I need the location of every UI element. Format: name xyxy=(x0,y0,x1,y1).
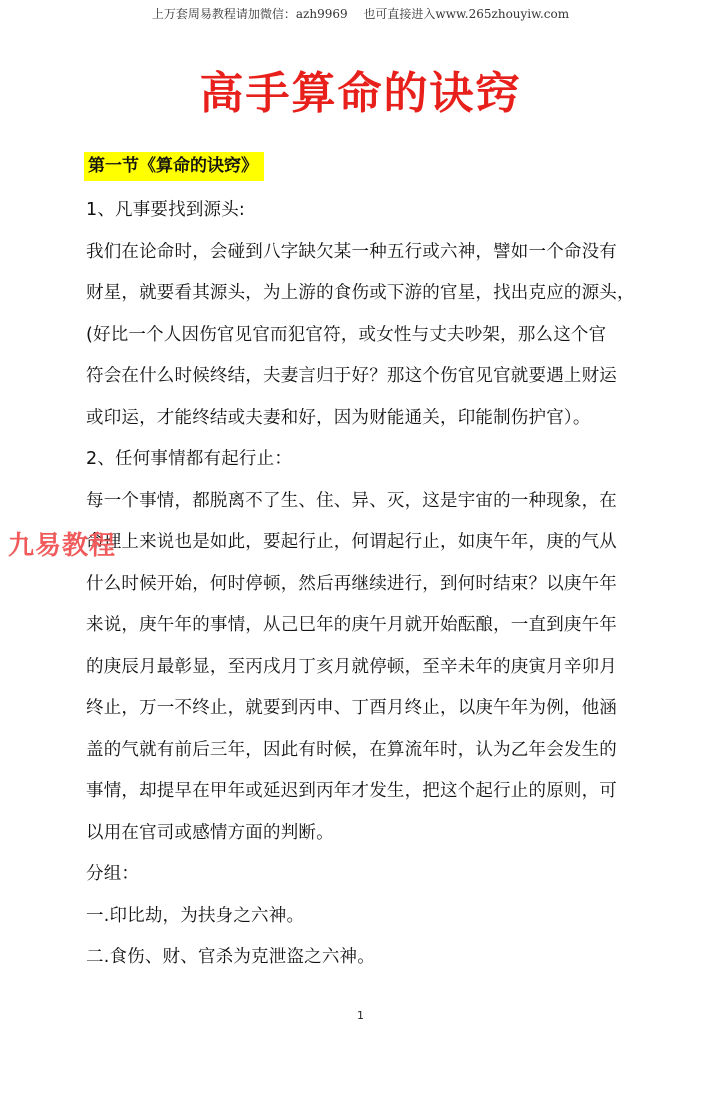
body-line: 1、凡事要找到源头: xyxy=(86,200,246,220)
body-line: 二.食伤、财、官杀为克泄盗之六神。 xyxy=(86,947,375,967)
body-line: 或印运，才能终结或夫妻和好，因为财能通关，印能制伤护官）。 xyxy=(86,407,591,428)
body-line: 分组： xyxy=(86,864,140,884)
body-line: (好比一个人因伤官见官而犯官符，或女性与丈夫吵架，那么这个官 xyxy=(86,324,607,345)
body-line: 命理上来说也是如此，要起行止，何谓起行止，如庚午年，庚的气从 xyxy=(86,532,617,552)
body-line: 财星，就要看其源头，为上游的食伤或下游的官星，找出克应的源头， xyxy=(86,283,635,303)
body-line: 符会在什么时候终结，夫妻言归于好？那这个伤官见官就要遇上财运 xyxy=(86,366,617,386)
body-line: 什么时候开始，何时停顿，然后再继续进行，到何时结束？以庚午年 xyxy=(86,573,617,594)
body-line: 事情，却提早在甲年或延迟到丙年才发生，把这个起行止的原则，可 xyxy=(86,781,617,801)
page-number: 1 xyxy=(357,1009,364,1022)
body-line: 我们在论命时，会碰到八字缺欠某一种五行或六神，譬如一个命没有 xyxy=(86,241,617,262)
body-line: 以用在官司或感情方面的判断。 xyxy=(86,822,334,843)
section-heading: 第一节《算命的诀窍》 xyxy=(84,152,264,181)
body-line: 每一个事情，都脱离不了生、住、异、灭，这是宇宙的一种现象，在 xyxy=(86,490,617,511)
body-line: 终止，万一不终止，就要到丙申、丁酉月终止，以庚午年为例，他涵 xyxy=(86,698,617,718)
body-line: 来说，庚午年的事情，从己巳年的庚午月就开始酝酿，一直到庚午年 xyxy=(86,615,617,635)
body-line: 2、任何事情都有起行止： xyxy=(86,449,293,469)
document-body xyxy=(86,190,642,979)
body-line: 的庚辰月最彰显，至丙戌月丁亥月就停顿，至辛未年的庚寅月辛卯月 xyxy=(86,656,617,677)
document-title: 高手算命的诀窍 xyxy=(199,68,522,119)
header-note: 上万套周易教程请加微信：azh9969 也可直接进入www.265zhouyiw.com xyxy=(151,7,570,21)
body-line: 盖的气就有前后三年，因此有时候，在算流年时，认为乙年会发生的 xyxy=(86,739,617,760)
watermark-logo: 九易教程 xyxy=(8,531,117,561)
body-line: 一.印比劫，为扶身之六神。 xyxy=(86,905,305,926)
